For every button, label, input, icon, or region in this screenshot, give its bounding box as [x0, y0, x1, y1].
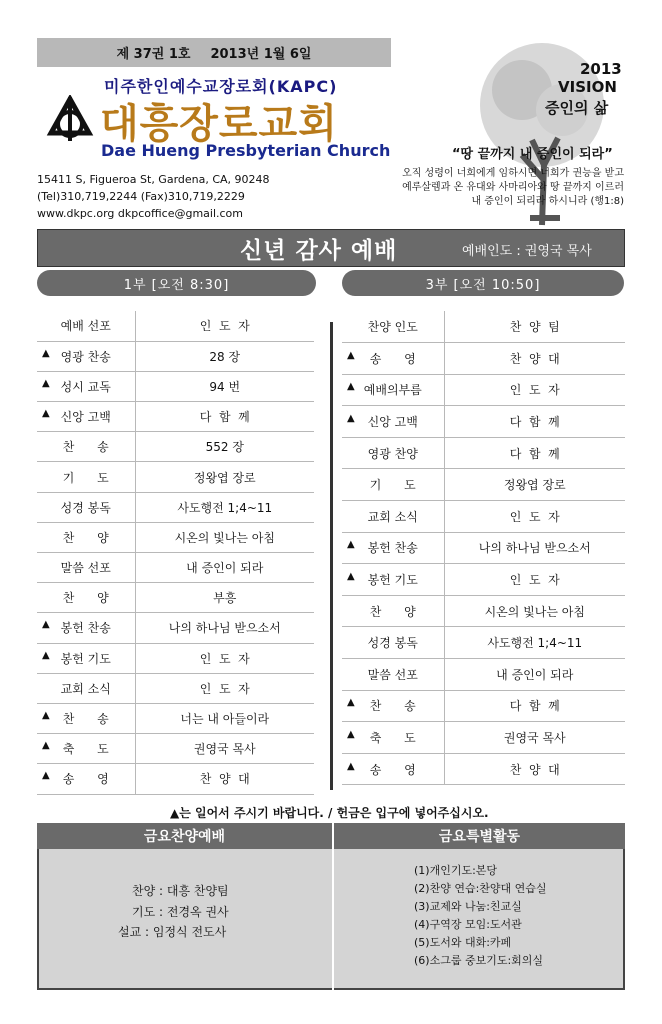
activity-item: (3)교제와 나눔:친교실 — [414, 900, 522, 913]
order-item: 찬 양 — [369, 604, 416, 619]
verse-line: 내 증인이 되리라 하시니라 (행1:8) — [471, 196, 624, 207]
church-web: www.dkpc.org dkpcoffice@gmail.com — [37, 207, 243, 220]
order-who: 찬 양 팀 — [509, 320, 560, 335]
issue-bar — [37, 38, 391, 67]
friday-activity-title: 금요특별활동 — [334, 823, 625, 849]
activity-item: (4)구역장 모임:도서관 — [414, 918, 522, 931]
order-item: 신앙 고백 — [367, 415, 418, 430]
order-item: 성시 교독 — [60, 379, 111, 394]
order-who: 찬 양 대 — [509, 351, 560, 366]
standing-note: ▲는 일어서 주시기 바랍니다. / 헌금은 입구에 넣어주십시오. — [170, 806, 489, 820]
vision-word: VISION — [558, 78, 617, 96]
standing-mark-icon: ▲ — [347, 381, 355, 393]
order-row — [342, 627, 625, 659]
order-item: 봉헌 찬송 — [60, 621, 111, 636]
standing-mark-icon: ▲ — [42, 377, 50, 389]
order-row — [342, 532, 625, 564]
order-who: 내 증인이 되라 — [496, 667, 574, 682]
order-item: 찬 송 — [62, 712, 109, 727]
order-who: 인 도 자 — [199, 681, 250, 696]
order-item: 축 도 — [369, 731, 416, 746]
order-item: 찬 송 — [62, 440, 109, 455]
issue-number: 제 37권 1호 — [116, 47, 191, 62]
order-item: 예배의부름 — [363, 383, 422, 398]
order-row — [37, 703, 314, 733]
order-who: 다 함 께 — [509, 446, 560, 461]
order-item: 신앙 고백 — [60, 410, 111, 425]
order-who: 정왕엽 장로 — [503, 478, 566, 493]
order-who: 사도행전 1;4~11 — [487, 636, 583, 651]
order-row — [37, 764, 314, 794]
order-row — [342, 722, 625, 754]
standing-mark-icon: ▲ — [42, 740, 50, 752]
order-who: 인 도 자 — [199, 651, 250, 666]
order-who: 인 도 자 — [509, 573, 560, 588]
order-who: 다 함 께 — [509, 699, 560, 714]
order-item: 교회 소식 — [367, 509, 418, 524]
standing-mark-icon: ▲ — [42, 347, 50, 359]
order-who: 부흥 — [213, 591, 237, 606]
order-row — [342, 690, 625, 722]
standing-mark-icon: ▲ — [347, 571, 355, 583]
order-who: 나의 하나님 받으소서 — [168, 621, 281, 636]
standing-mark-icon: ▲ — [42, 710, 50, 722]
order-row — [342, 595, 625, 627]
standing-mark-icon: ▲ — [347, 697, 355, 709]
order-row — [37, 553, 314, 583]
activity-item: (1)개인기도:본당 — [414, 864, 498, 877]
order-row — [37, 522, 314, 552]
verse-line: 오직 성령이 너희에게 임하시면 너희가 권능을 받고 — [402, 168, 624, 179]
order-item: 찬 송 — [369, 699, 416, 714]
order-row — [342, 437, 625, 469]
third-service-label: 3부 [오전 10:50] — [342, 270, 624, 296]
order-row — [37, 462, 314, 492]
order-item: 송 영 — [369, 351, 416, 366]
order-who: 552 장 — [205, 440, 244, 455]
service-title: 신년 감사 예배 — [240, 238, 398, 264]
order-who: 인 도 자 — [199, 319, 250, 334]
order-who: 다 함 께 — [509, 415, 560, 430]
third-service-order — [342, 311, 625, 785]
order-who: 나의 하나님 받으소서 — [478, 541, 591, 556]
order-row — [37, 311, 314, 341]
first-service-label: 1부 [오전 8:30] — [37, 270, 316, 296]
order-row — [37, 402, 314, 432]
order-row — [342, 469, 625, 501]
order-item: 기 도 — [62, 470, 109, 485]
order-item: 말씀 선포 — [60, 561, 111, 576]
order-who: 찬 양 대 — [199, 772, 250, 787]
church-logo-icon — [45, 95, 95, 143]
standing-mark-icon: ▲ — [347, 539, 355, 551]
order-item: 영광 찬양 — [367, 446, 418, 461]
order-item: 봉헌 찬송 — [367, 541, 418, 556]
column-divider — [330, 322, 333, 790]
standing-mark-icon: ▲ — [42, 770, 50, 782]
order-item: 축 도 — [62, 742, 109, 757]
standing-mark-icon: ▲ — [42, 408, 50, 420]
order-row — [342, 659, 625, 691]
order-row — [37, 432, 314, 462]
order-row — [37, 371, 314, 401]
order-item: 찬 양 — [62, 591, 109, 606]
order-row — [37, 643, 314, 673]
church-name-korean: 대흥장로교회 — [100, 100, 338, 147]
order-row — [37, 673, 314, 703]
order-item: 봉헌 기도 — [367, 573, 418, 588]
order-who: 내 증인이 되라 — [186, 561, 264, 576]
bottom-divider — [332, 823, 334, 990]
church-address: 15411 S, Figueroa St, Gardena, CA, 90248 — [37, 173, 270, 186]
vision-year: 2013 — [580, 60, 622, 78]
order-item: 기 도 — [369, 478, 416, 493]
order-who: 사도행전 1;4~11 — [177, 500, 273, 515]
order-row — [37, 613, 314, 643]
standing-mark-icon: ▲ — [42, 649, 50, 661]
first-service-order — [37, 311, 314, 795]
order-row — [37, 492, 314, 522]
order-item: 성경 봉독 — [367, 636, 418, 651]
order-item: 성경 봉독 — [60, 500, 111, 515]
church-phone: (Tel)310,719,2244 (Fax)310,719,2229 — [37, 190, 245, 203]
order-who: 28 장 — [209, 349, 241, 364]
order-who: 시온의 빛나는 아침 — [174, 530, 275, 545]
order-row — [342, 406, 625, 438]
order-who: 94 번 — [209, 379, 241, 394]
activity-item: (6)소그룹 중보기도:회의실 — [414, 954, 544, 967]
standing-mark-icon: ▲ — [347, 413, 355, 425]
order-item: 찬양 인도 — [367, 320, 418, 335]
order-who: 정왕엽 장로 — [193, 470, 256, 485]
standing-mark-icon: ▲ — [42, 619, 50, 631]
order-row — [342, 564, 625, 596]
order-who: 시온의 빛나는 아침 — [484, 604, 585, 619]
order-who: 찬 양 대 — [509, 762, 560, 777]
verse-line: 예루살렘과 온 유대와 사마리아와 땅 끝까지 이르러 — [402, 182, 624, 193]
activity-item: (2)찬양 연습:찬양대 연습실 — [414, 882, 547, 895]
order-item: 송 영 — [369, 762, 416, 777]
order-item: 영광 찬송 — [60, 349, 111, 364]
order-who: 인 도 자 — [509, 383, 560, 398]
order-item: 예배 선포 — [60, 319, 111, 334]
denomination-name: 미주한인예수교장로회(KAPC) — [104, 77, 338, 96]
order-row — [342, 753, 625, 785]
service-leader: 예배인도 : 권영국 목사 — [462, 244, 592, 259]
friday-worship-title: 금요찬양예배 — [37, 823, 332, 849]
standing-mark-icon: ▲ — [347, 729, 355, 741]
order-row — [37, 583, 314, 613]
activity-item: (5)도서와 대화:카페 — [414, 936, 512, 949]
order-item: 송 영 — [62, 772, 109, 787]
order-item: 말씀 선포 — [367, 667, 418, 682]
order-row — [37, 341, 314, 371]
issue-date: 2013년 1월 6일 — [210, 47, 312, 62]
vision-subtitle: 증인의 삶 — [545, 99, 609, 117]
church-name-english: Dae Hueng Presbyterian Church — [101, 141, 391, 160]
friday-line: 설교 : 임정식 전도사 — [118, 925, 227, 939]
order-who: 권영국 목사 — [503, 731, 566, 746]
friday-line: 찬양 : 대흥 찬양팀 — [132, 884, 229, 898]
order-row — [342, 311, 625, 343]
order-item: 교회 소식 — [60, 681, 111, 696]
order-row — [37, 734, 314, 764]
order-who: 인 도 자 — [509, 509, 560, 524]
order-row — [342, 374, 625, 406]
vision-motto: “땅 끝까지 내 증인이 되라” — [452, 147, 613, 162]
order-row — [342, 501, 625, 533]
order-who: 너는 내 아들이라 — [180, 712, 270, 727]
order-who: 권영국 목사 — [193, 742, 256, 757]
order-who: 다 함 께 — [199, 410, 250, 425]
standing-mark-icon: ▲ — [347, 760, 355, 772]
order-item: 봉헌 기도 — [60, 651, 111, 666]
friday-line: 기도 : 전경옥 권사 — [132, 905, 229, 919]
standing-mark-icon: ▲ — [347, 349, 355, 361]
order-item: 찬 양 — [62, 530, 109, 545]
order-row — [342, 343, 625, 375]
